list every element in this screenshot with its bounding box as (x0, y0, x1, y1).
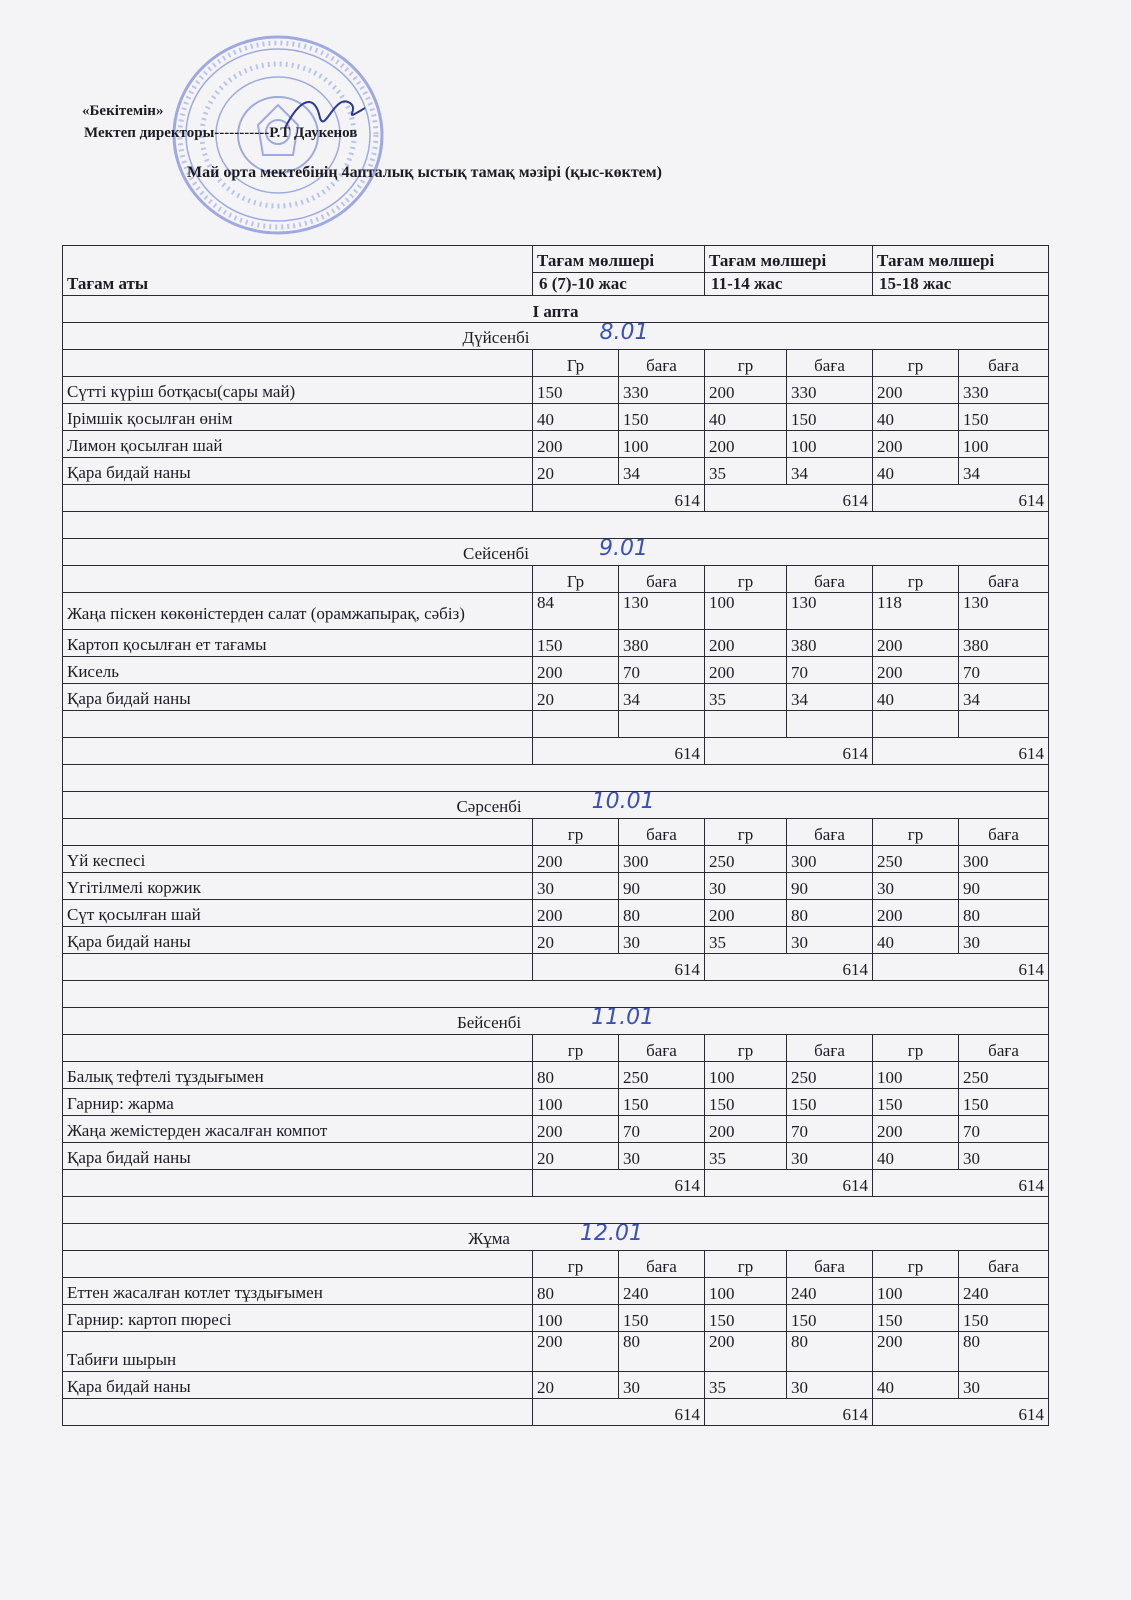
units-blank-cell (63, 1035, 533, 1062)
portion-price: 240 (787, 1278, 873, 1305)
portion-grams: 200 (533, 657, 619, 684)
day-name: Жұма (468, 1229, 510, 1248)
portion-price: 250 (619, 1062, 705, 1089)
units-row (63, 566, 1049, 593)
day-name: Бейсенбі (456, 1013, 522, 1032)
portion-grams: 150 (873, 1305, 959, 1332)
portion-grams: 200 (533, 431, 619, 458)
day-total-value: 614 (533, 1399, 705, 1426)
dish-row (63, 1143, 1049, 1170)
portion-price: 80 (959, 1332, 1049, 1372)
day-total-value: 614 (533, 738, 705, 765)
total-blank-cell (63, 1170, 533, 1197)
dish-name: Сүтті күріш ботқасы(сары май) (63, 377, 533, 404)
portion-price: 300 (619, 846, 705, 873)
portion-price: 150 (787, 404, 873, 431)
unit-label: баға (787, 350, 873, 377)
handwritten-date: 10.01 (591, 791, 655, 814)
dish-row (63, 1116, 1049, 1143)
dish-name: Табиғи шырын (63, 1332, 533, 1372)
handwritten-date: 12.01 (579, 1223, 643, 1246)
unit-label: баға (787, 1035, 873, 1062)
portion-grams: 200 (705, 377, 787, 404)
dish-row (63, 593, 1049, 630)
header-qty-col: Тағам мөлшері (533, 246, 705, 273)
portion-grams: 150 (873, 1089, 959, 1116)
age-group: 11-14 жас (705, 273, 873, 296)
dish-row (63, 1332, 1049, 1372)
total-blank-cell (63, 1399, 533, 1426)
portion-price: 100 (959, 431, 1049, 458)
unit-label: баға (619, 350, 705, 377)
portion-price: 150 (787, 1305, 873, 1332)
portion-grams: 100 (873, 1278, 959, 1305)
portion-grams: 80 (533, 1062, 619, 1089)
day-total-value: 614 (705, 738, 873, 765)
dish-name: Гарнир: картоп пюресі (63, 1305, 533, 1332)
portion-grams: 35 (705, 1143, 787, 1170)
portion-grams: 200 (705, 1116, 787, 1143)
portion-grams: 200 (873, 377, 959, 404)
portion-grams: 30 (705, 873, 787, 900)
portion-price (959, 711, 1049, 738)
handwritten-date: 9.01 (599, 538, 648, 561)
dish-row (63, 1372, 1049, 1399)
unit-label: Гр (533, 566, 619, 593)
day-total-row (63, 1170, 1049, 1197)
portion-price: 150 (619, 404, 705, 431)
unit-label: баға (619, 1035, 705, 1062)
dish-row (63, 846, 1049, 873)
dish-name: Еттен жасалған котлет тұздығымен (63, 1278, 533, 1305)
dish-name (63, 711, 533, 738)
dish-name: Лимон қосылған шай (63, 431, 533, 458)
portion-grams: 200 (705, 1332, 787, 1372)
portion-grams: 84 (533, 593, 619, 630)
handwritten-date: 8.01 (599, 322, 649, 345)
unit-label: баға (619, 1251, 705, 1278)
dish-name: Жаңа піскен көкөністерден салат (орамжапырақ, сәбіз) (63, 593, 533, 630)
day-total-value: 614 (705, 1399, 873, 1426)
dish-name: Балық тефтелі тұздығымен (63, 1062, 533, 1089)
portion-grams: 40 (873, 684, 959, 711)
day-cell (63, 323, 1049, 350)
day-total-value: 614 (533, 485, 705, 512)
portion-price: 90 (787, 873, 873, 900)
unit-label: гр (873, 1035, 959, 1062)
spacer-row (63, 1197, 1049, 1224)
approval-label: «Бекітемін» (82, 103, 164, 119)
header-name-col: Тағам аты (63, 246, 533, 296)
portion-price (787, 711, 873, 738)
day-total-row (63, 738, 1049, 765)
dish-name: Үй кеспесі (63, 846, 533, 873)
portion-price: 70 (619, 1116, 705, 1143)
portion-grams (533, 711, 619, 738)
document-title: Май орта мектебінің 4апталық ыстық тамақ мәзірі (қыс-көктем) (187, 164, 662, 181)
day-name: Сейсенбі (463, 544, 530, 563)
dish-name: Сүт қосылған шай (63, 900, 533, 927)
day-header-row (63, 1008, 1049, 1035)
portion-grams: 100 (705, 1062, 787, 1089)
portion-price: 80 (619, 1332, 705, 1372)
header-row (63, 246, 1049, 273)
unit-label: баға (787, 566, 873, 593)
day-total-value: 614 (873, 485, 1049, 512)
unit-label: гр (705, 1251, 787, 1278)
unit-label: баға (787, 1251, 873, 1278)
portion-price: 150 (787, 1089, 873, 1116)
portion-grams: 40 (705, 404, 787, 431)
dish-row (63, 431, 1049, 458)
portion-grams: 20 (533, 927, 619, 954)
portion-price: 300 (959, 846, 1049, 873)
dish-row (63, 1278, 1049, 1305)
day-total-row (63, 954, 1049, 981)
portion-grams: 20 (533, 1372, 619, 1399)
dish-name: Қара бидай наны (63, 1372, 533, 1399)
dish-row (63, 873, 1049, 900)
day-total-value: 614 (873, 1170, 1049, 1197)
portion-grams: 200 (533, 1116, 619, 1143)
total-blank-cell (63, 738, 533, 765)
unit-label: гр (873, 1251, 959, 1278)
header-qty-col: Тағам мөлшері (873, 246, 1049, 273)
portion-price: 70 (787, 1116, 873, 1143)
dish-row (63, 1062, 1049, 1089)
spacer-cell (63, 765, 1049, 792)
dish-row (63, 684, 1049, 711)
day-cell (63, 1008, 1049, 1035)
dish-name: Ірімшік қосылған өнім (63, 404, 533, 431)
total-blank-cell (63, 485, 533, 512)
day-cell (63, 792, 1049, 819)
portion-grams: 30 (533, 873, 619, 900)
unit-label: гр (705, 350, 787, 377)
age-group: 6 (7)-10 жас (533, 273, 705, 296)
day-total-row (63, 1399, 1049, 1426)
portion-grams: 200 (705, 431, 787, 458)
portion-price: 34 (959, 458, 1049, 485)
portion-price: 150 (959, 1305, 1049, 1332)
unit-label: гр (533, 1251, 619, 1278)
portion-grams: 35 (705, 458, 787, 485)
portion-price: 330 (619, 377, 705, 404)
day-total-value: 614 (705, 1170, 873, 1197)
dish-row (63, 377, 1049, 404)
portion-grams: 30 (873, 873, 959, 900)
units-row (63, 819, 1049, 846)
dish-name: Қара бидай наны (63, 1143, 533, 1170)
portion-grams (705, 711, 787, 738)
portion-price: 80 (787, 1332, 873, 1372)
unit-label: гр (705, 566, 787, 593)
day-total-value: 614 (873, 1399, 1049, 1426)
units-blank-cell (63, 1251, 533, 1278)
portion-grams: 200 (873, 1116, 959, 1143)
portion-grams: 40 (533, 404, 619, 431)
portion-price: 130 (619, 593, 705, 630)
portion-price: 34 (619, 684, 705, 711)
handwritten-date: 11.01 (591, 1007, 655, 1030)
portion-price: 330 (787, 377, 873, 404)
portion-grams: 200 (533, 846, 619, 873)
portion-price: 90 (959, 873, 1049, 900)
day-header-row (63, 792, 1049, 819)
menu-table (62, 245, 1049, 1426)
portion-grams: 100 (873, 1062, 959, 1089)
day-name: Сәрсенбі (456, 797, 522, 816)
portion-price: 80 (619, 900, 705, 927)
portion-grams: 40 (873, 404, 959, 431)
age-group: 15-18 жас (873, 273, 1049, 296)
dish-row (63, 657, 1049, 684)
portion-grams: 200 (873, 900, 959, 927)
portion-grams: 40 (873, 1372, 959, 1399)
portion-grams: 200 (705, 900, 787, 927)
unit-label: гр (533, 819, 619, 846)
portion-price: 250 (787, 1062, 873, 1089)
unit-label: баға (959, 1251, 1049, 1278)
portion-price: 30 (959, 927, 1049, 954)
spacer-row (63, 512, 1049, 539)
portion-grams: 20 (533, 684, 619, 711)
unit-label: гр (873, 566, 959, 593)
unit-label: баға (619, 819, 705, 846)
portion-grams: 35 (705, 1372, 787, 1399)
portion-grams: 250 (873, 846, 959, 873)
portion-price: 150 (619, 1305, 705, 1332)
unit-label: баға (619, 566, 705, 593)
day-header-row (63, 539, 1049, 566)
portion-price: 300 (787, 846, 873, 873)
portion-grams: 200 (705, 630, 787, 657)
portion-grams: 80 (533, 1278, 619, 1305)
spacer-row (63, 765, 1049, 792)
portion-grams: 200 (873, 657, 959, 684)
portion-grams: 100 (533, 1305, 619, 1332)
units-blank-cell (63, 350, 533, 377)
day-header-row (63, 1224, 1049, 1251)
portion-grams: 20 (533, 458, 619, 485)
portion-price: 70 (959, 657, 1049, 684)
week-label: І апта (63, 296, 1049, 323)
portion-price: 70 (787, 657, 873, 684)
dish-row (63, 630, 1049, 657)
director-approval-line: Мектеп директоры-----------Р.Т Даукенов (84, 125, 358, 141)
portion-price (619, 711, 705, 738)
portion-price: 70 (959, 1116, 1049, 1143)
portion-grams: 40 (873, 1143, 959, 1170)
units-blank-cell (63, 566, 533, 593)
portion-price: 70 (619, 657, 705, 684)
total-blank-cell (63, 954, 533, 981)
portion-grams: 200 (873, 431, 959, 458)
day-cell (63, 539, 1049, 566)
unit-label: баға (959, 819, 1049, 846)
spacer-row (63, 981, 1049, 1008)
portion-grams: 150 (533, 630, 619, 657)
portion-price: 100 (787, 431, 873, 458)
header-qty-col: Тағам мөлшері (705, 246, 873, 273)
unit-label: баға (959, 1035, 1049, 1062)
portion-grams: 100 (705, 1278, 787, 1305)
portion-price: 250 (959, 1062, 1049, 1089)
portion-price: 30 (619, 1143, 705, 1170)
portion-price: 380 (787, 630, 873, 657)
unit-label: Гр (533, 350, 619, 377)
portion-price: 80 (959, 900, 1049, 927)
spacer-cell (63, 1197, 1049, 1224)
portion-grams: 200 (873, 630, 959, 657)
day-total-value: 614 (705, 954, 873, 981)
portion-grams: 35 (705, 927, 787, 954)
portion-price: 100 (619, 431, 705, 458)
unit-label: баға (959, 350, 1049, 377)
portion-price: 380 (959, 630, 1049, 657)
unit-label: гр (873, 350, 959, 377)
portion-price: 130 (959, 593, 1049, 630)
portion-price: 30 (787, 1143, 873, 1170)
portion-price: 150 (959, 404, 1049, 431)
day-name: Дүйсенбі (462, 328, 530, 347)
portion-grams: 40 (873, 458, 959, 485)
dish-name: Гарнир: жарма (63, 1089, 533, 1116)
portion-price: 130 (787, 593, 873, 630)
portion-price: 380 (619, 630, 705, 657)
dish-name: Үгітілмелі коржик (63, 873, 533, 900)
dish-row (63, 1089, 1049, 1116)
unit-label: гр (533, 1035, 619, 1062)
unit-label: баға (787, 819, 873, 846)
portion-grams: 150 (533, 377, 619, 404)
dish-row (63, 927, 1049, 954)
week-row (63, 296, 1049, 323)
portion-grams: 35 (705, 684, 787, 711)
dish-name: Картоп қосылған ет тағамы (63, 630, 533, 657)
portion-price: 240 (619, 1278, 705, 1305)
portion-price: 30 (959, 1143, 1049, 1170)
portion-price: 30 (787, 927, 873, 954)
portion-grams: 200 (533, 900, 619, 927)
day-total-value: 614 (873, 738, 1049, 765)
day-total-value: 614 (533, 954, 705, 981)
portion-price: 34 (959, 684, 1049, 711)
day-total-value: 614 (873, 954, 1049, 981)
portion-grams: 150 (705, 1089, 787, 1116)
portion-price: 90 (619, 873, 705, 900)
day-cell (63, 1224, 1049, 1251)
portion-price: 34 (787, 458, 873, 485)
unit-label: баға (959, 566, 1049, 593)
day-total-row (63, 485, 1049, 512)
portion-grams: 40 (873, 927, 959, 954)
spacer-cell (63, 981, 1049, 1008)
portion-price: 330 (959, 377, 1049, 404)
day-total-value: 614 (533, 1170, 705, 1197)
units-row (63, 350, 1049, 377)
dish-name: Қара бидай наны (63, 458, 533, 485)
portion-grams: 200 (873, 1332, 959, 1372)
day-total-value: 614 (705, 485, 873, 512)
units-row (63, 1251, 1049, 1278)
spacer-cell (63, 512, 1049, 539)
dish-row (63, 711, 1049, 738)
units-blank-cell (63, 819, 533, 846)
portion-grams (873, 711, 959, 738)
portion-grams: 250 (705, 846, 787, 873)
unit-label: гр (873, 819, 959, 846)
units-row (63, 1035, 1049, 1062)
portion-grams: 118 (873, 593, 959, 630)
portion-grams: 20 (533, 1143, 619, 1170)
portion-price: 30 (619, 927, 705, 954)
portion-grams: 150 (705, 1305, 787, 1332)
portion-price: 30 (787, 1372, 873, 1399)
portion-grams: 100 (705, 593, 787, 630)
dish-row (63, 1305, 1049, 1332)
portion-grams: 200 (533, 1332, 619, 1372)
portion-grams: 100 (533, 1089, 619, 1116)
portion-price: 150 (619, 1089, 705, 1116)
dish-row (63, 404, 1049, 431)
portion-price: 30 (959, 1372, 1049, 1399)
day-header-row (63, 323, 1049, 350)
dish-row (63, 458, 1049, 485)
dish-name: Жаңа жемістерден жасалған компот (63, 1116, 533, 1143)
portion-price: 30 (619, 1372, 705, 1399)
unit-label: гр (705, 1035, 787, 1062)
dish-name: Қара бидай наны (63, 927, 533, 954)
dish-row (63, 900, 1049, 927)
dish-name: Қара бидай наны (63, 684, 533, 711)
portion-price: 34 (619, 458, 705, 485)
unit-label: гр (705, 819, 787, 846)
portion-price: 240 (959, 1278, 1049, 1305)
portion-price: 150 (959, 1089, 1049, 1116)
portion-price: 80 (787, 900, 873, 927)
portion-grams: 200 (705, 657, 787, 684)
dish-name: Кисель (63, 657, 533, 684)
portion-price: 34 (787, 684, 873, 711)
